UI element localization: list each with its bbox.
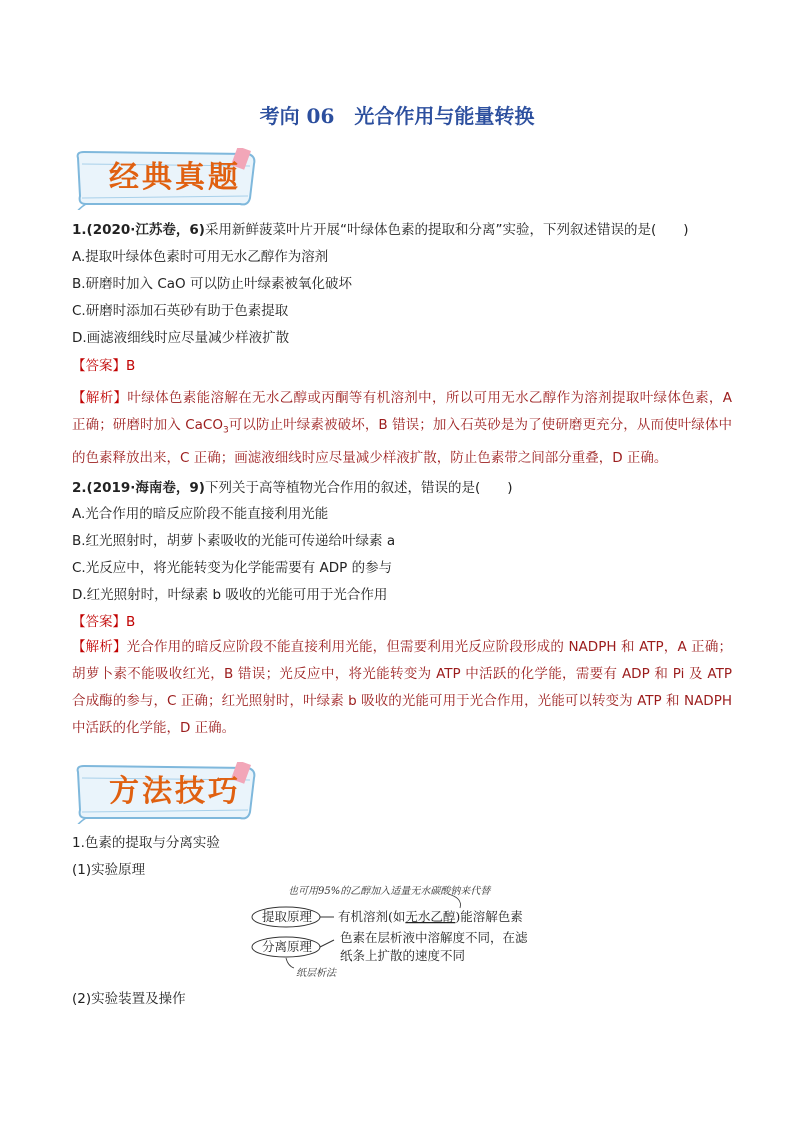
q1-analysis-subscript: 3 — [222, 425, 229, 436]
q1-answer-value: B — [126, 358, 136, 374]
separate-line-1: 色素在层析液中溶解度不同，在滤 — [340, 930, 528, 945]
q2-analysis-tag: 【解析】 — [72, 639, 127, 655]
extract-highlight: 无水乙醇 — [405, 909, 456, 924]
q2-option-c: C.光反应中，将光能转变为化学能需要有 ADP 的参与 — [72, 560, 393, 576]
extract-post: )能溶解色素 — [455, 909, 523, 924]
q1-stem-text: 采用新鲜菠菜叶片开展“叶绿体色素的提取和分离”实验，下列叙述错误的是( ) — [204, 222, 689, 238]
q1-option-a: A.提取叶绿体色素时可用无水乙醇作为溶剂 — [72, 249, 329, 265]
q1-answer-tag: 【答案】 — [72, 358, 126, 374]
page-title: 考向 06 光合作用与能量转换 — [259, 104, 535, 128]
q2-stem — [72, 479, 513, 497]
q2-stem-text: 下列关于高等植物光合作用的叙述，错误的是( ) — [204, 480, 513, 496]
q1-analysis — [72, 385, 732, 472]
q1-answer — [72, 357, 135, 375]
separate-label: 分离原理 — [262, 939, 313, 954]
banner-methods-text: 方法技巧 — [109, 774, 241, 809]
handnote-bottom-arrow — [286, 958, 294, 968]
extract-label: 提取原理 — [262, 909, 313, 924]
banner-classic-text: 经典真题 — [109, 160, 241, 195]
q2-source: 2.(2019·海南卷，9) — [72, 480, 205, 496]
q2-answer — [72, 613, 135, 631]
q1-option-c: C.研磨时添加石英砂有助于色素提取 — [72, 303, 289, 319]
q2-answer-tag: 【答案】 — [72, 614, 126, 630]
q1-option-d: D.画滤液细线时应尽量减少样液扩散 — [72, 330, 290, 346]
q1-stem — [72, 221, 689, 239]
banner-methods — [72, 762, 272, 824]
q1-source: 1.(2020·江苏卷，6) — [72, 222, 205, 238]
methods-sub-1: (1)实验原理 — [72, 862, 146, 878]
separate-line-2: 纸条上扩散的速度不同 — [340, 948, 466, 963]
q1-analysis-tag: 【解析】 — [72, 390, 128, 406]
banner-classic — [72, 148, 272, 210]
extract-pre: 有机溶剂(如 — [338, 909, 406, 924]
methods-item-1: 1.色素的提取与分离实验 — [72, 835, 220, 851]
principle-diagram-svg — [248, 880, 568, 980]
q2-analysis-text: 光合作用的暗反应阶段不能直接利用光能，但需要利用光反应阶段形成的 NADPH 和 ATP，A 正确；胡萝卜素不能吸收红光，B 错误；光反应中，将光能转变为 ATP 中活跃的化学能，需要有 ADP 和 Pi 及 ATP 合成酶的参与，C 正确；红光照射时，叶绿素 b 吸收的光能可用于光合作用，光能可以转变为 ATP 和 NADPH 中活跃的化学能，D 正确。 — [72, 639, 732, 736]
q1-analysis-text-1: 叶绿体色素能溶解在无水乙醇或丙酮等有机溶剂中，所以可用无水乙醇作为溶剂提取叶绿体色素，A 正确；研磨时加入 CaCO — [72, 390, 733, 433]
handnote-top: 也可用95%的乙醇加入适量无水碳酸钠来代替 — [288, 886, 491, 897]
methods-sub-2: (2)实验装置及操作 — [72, 991, 186, 1007]
q2-option-d: D.红光照射时，叶绿素 b 吸收的光能可用于光合作用 — [72, 587, 388, 603]
q1-analysis-text-2: 可以防止叶绿素被破坏，B 错误；加入石英砂是为了使研磨更充分，从而使叶绿体中的色素释放出来，C 正确；画滤液细线时应尽量减少样液扩散，防止色素带之间部分重叠，D 正确。 — [72, 417, 733, 466]
extract-text — [338, 909, 523, 924]
q2-option-b: B.红光照射时，胡萝卜素吸收的光能可传递给叶绿素 a — [72, 533, 396, 549]
separate-connector — [320, 940, 334, 947]
q2-option-a: A.光合作用的暗反应阶段不能直接利用光能 — [72, 506, 329, 522]
q1-option-b: B.研磨时加入 CaO 可以防止叶绿素被氧化破坏 — [72, 276, 352, 292]
principle-diagram — [248, 880, 568, 980]
q2-analysis — [72, 634, 732, 742]
handnote-bottom: 纸层析法 — [296, 968, 336, 979]
q2-answer-value: B — [126, 614, 136, 630]
